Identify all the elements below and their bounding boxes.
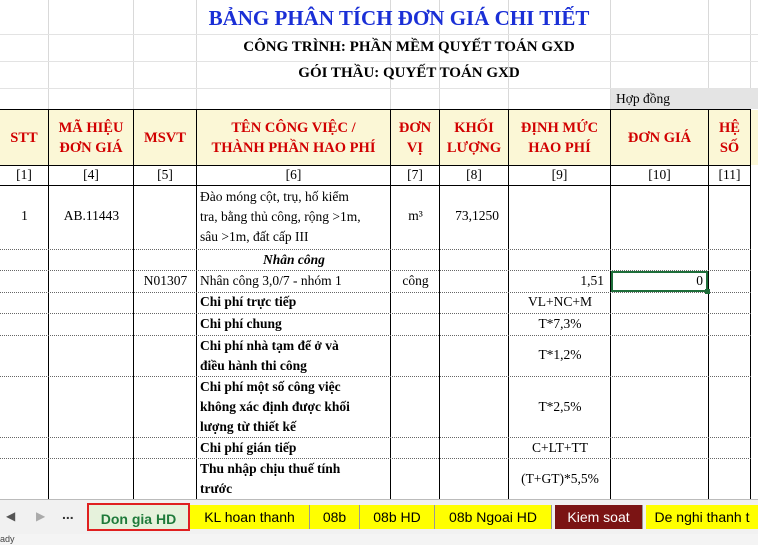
more-tabs-button[interactable]: ... [62,506,74,522]
labor-msvt[interactable]: N01307 [143,273,188,288]
cost-direct-formula[interactable]: VL+NC+M [528,294,592,309]
item-stt[interactable]: 1 [21,208,28,223]
package-title: GÓI THẦU: QUYẾT TOÁN GXD [298,65,520,81]
cost-temp-housing-formula[interactable]: T*1,2% [538,347,582,362]
header-he-so: HỆ SỐ [709,110,751,165]
col-number: [11] [709,165,751,185]
header-stt: STT [0,110,49,165]
cost-indirect-label[interactable]: Chi phí gián tiếp [200,440,297,455]
header-ma-hieu: MÃ HIỆU ĐƠN GIÁ [49,110,134,165]
tab-don-gia-hd[interactable]: Don gia HD [87,503,190,531]
scroll-left-icon[interactable]: ◀ [6,509,16,523]
header-msvt: MSVT [134,110,197,165]
header-ten-cong-viec: TÊN CÔNG VIỆC / THÀNH PHẦN HAO PHÍ [197,110,391,165]
labor-unit[interactable]: công [402,273,429,288]
tab-08b-hd[interactable]: 08b HD [360,505,435,529]
item-name[interactable]: Đào móng cột, trụ, hố kiểm tra, bằng thủ công, rộng >1m, sâu >1m, đất cấp III [200,189,361,244]
project-title: CÔNG TRÌNH: PHẦN MỀM QUYẾT TOÁN GXD [243,39,575,55]
col-number: [10] [611,165,709,185]
item-unit[interactable]: m³ [408,208,423,223]
item-quantity[interactable]: 73,1250 [455,208,499,223]
tab-kiem-soat[interactable]: Kiem soat [555,505,643,529]
selected-cell[interactable] [611,271,708,292]
tab-08b-ngoai-hd[interactable]: 08b Ngoai HD [435,505,552,529]
status-bar [0,534,758,545]
item-ma-hieu[interactable]: AB.11443 [63,208,120,223]
cost-general-label[interactable]: Chi phí chung [200,316,282,331]
tab-08b[interactable]: 08b [310,505,360,529]
col-number: [6] [197,165,391,185]
sheet-title: BẢNG PHÂN TÍCH ĐƠN GIÁ CHI TIẾT [208,6,590,30]
header-dinh-muc: ĐỊNH MỨC HAO PHÍ [509,110,611,165]
cost-indirect-formula[interactable]: C+LT+TT [532,440,588,455]
sheet-tab-bar [0,499,758,535]
scroll-right-icon[interactable]: ▶ [36,509,46,523]
cost-direct-label[interactable]: Chi phí trực tiếp [200,294,297,309]
header-don-gia: ĐƠN GIÁ [611,110,709,165]
cost-temp-housing-label[interactable]: Chi phí nhà tạm để ở và điều hành thi công [200,338,339,373]
cost-undetermined-formula[interactable]: T*2,5% [538,399,582,414]
cost-taxable-income-label[interactable]: Thu nhập chịu thuế tính trước [200,461,341,496]
header-don-vi: ĐƠN VỊ [391,110,440,165]
cost-undetermined-label[interactable]: Chi phí một số công việc không xác định được khối lượng từ thiết kế [200,379,350,434]
labor-group-label[interactable]: Nhân công [263,252,325,267]
col-number: [9] [509,165,611,185]
col-number: [8] [440,165,509,185]
contract-group-label: Hợp đồng [611,89,758,109]
labor-norm[interactable]: 1,51 [580,273,604,288]
col-number: [5] [134,165,197,185]
tab-kl-hoan-thanh[interactable]: KL hoan thanh [190,505,310,529]
tab-de-nghi-thanh-toan[interactable]: De nghi thanh t [646,505,758,529]
labor-name[interactable]: Nhân công 3,0/7 - nhóm 1 [200,273,342,288]
status-text: ady [0,534,15,544]
labor-price[interactable]: 0 [696,273,703,288]
header-khoi-luong: KHỐI LƯỢNG [440,110,509,165]
col-number: [1] [0,165,49,185]
cost-taxable-income-formula[interactable]: (T+GT)*5,5% [521,471,599,486]
cost-general-formula[interactable]: T*7,3% [538,316,582,331]
col-number: [7] [391,165,440,185]
col-number: [4] [49,165,134,185]
